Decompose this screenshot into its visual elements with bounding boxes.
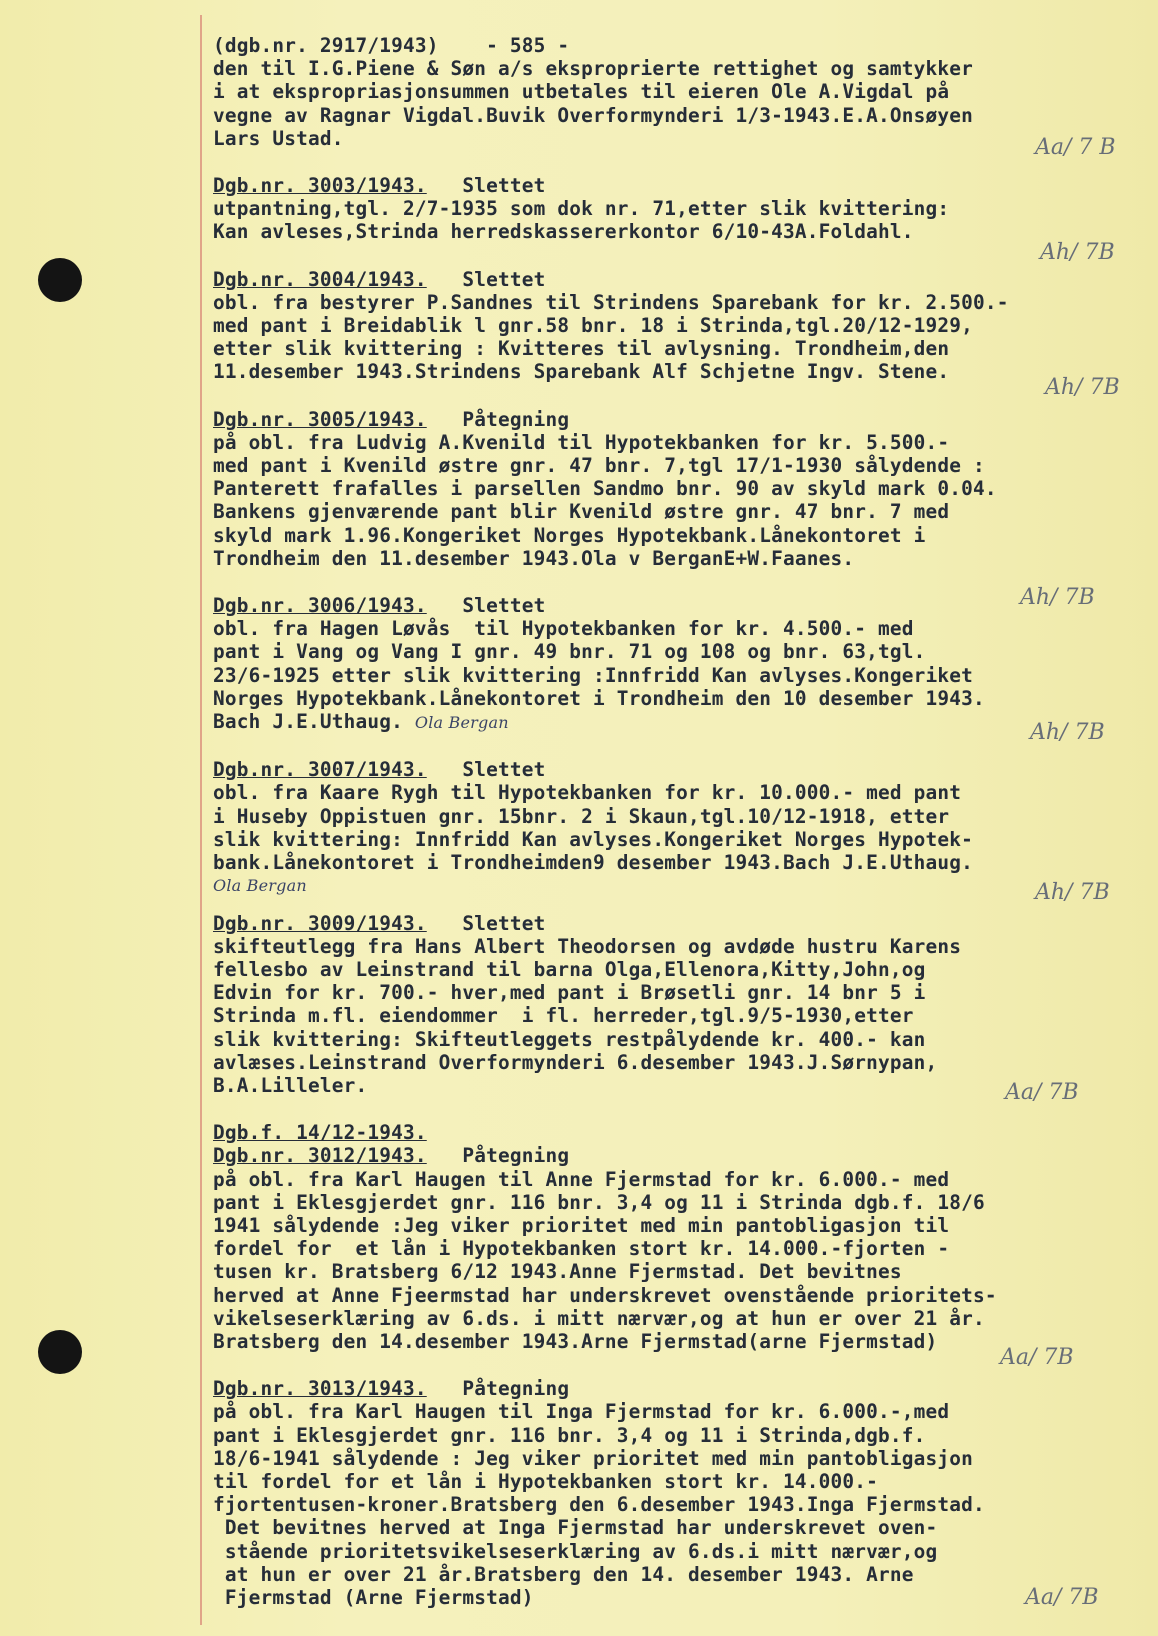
entry-3005: [213, 408, 1113, 570]
text-line: Bratsberg den 14.desember 1943.Arne Fjermstad(arne Fjermstad): [213, 1329, 938, 1353]
entry-status: Slettet: [462, 174, 546, 198]
text-line: avlæses.Leinstrand Overformynderi 6.desember 1943.J.Sørnypan,: [213, 1050, 938, 1074]
text-line: 1941 sålydende :Jeg viker prioritet med min pantobligasjon til: [213, 1213, 950, 1237]
entry-3006: [213, 594, 1113, 734]
text-line: Fjermstad (Arne Fjermstad): [213, 1585, 534, 1609]
text-line: obl. fra Kaare Rygh til Hypotekbanken for kr. 10.000.- med pant: [213, 781, 962, 805]
text-line: Kan avleses,Strinda herredskassererkontor 6/10-43A.Foldahl.: [213, 220, 914, 244]
text-line: 11.desember 1943.Strindens Sparebank Alf Schjetne Ingv. Stene.: [213, 360, 950, 384]
text-line: 18/6-1941 sålydende : Jeg viker prioritet med min pantobligasjon: [213, 1446, 973, 1470]
text-line: Bankens gjenværende pant blir Kvenild østre gnr. 47 bnr. 7 med: [213, 500, 950, 524]
entry-3012: [213, 1121, 1113, 1353]
document-text: [213, 34, 1113, 1609]
text-line: tusen kr. Bratsberg 6/12 1943.Anne Fjermstad. Det bevitnes: [213, 1260, 902, 1284]
header-entry: [213, 34, 1113, 150]
entry-3007: [213, 758, 1113, 897]
text-line: med pant i Kvenild østre gnr. 47 bnr. 7,tgl 17/1-1930 sålydende :: [213, 454, 985, 478]
text-line: B.A.Lilleler.: [213, 1073, 368, 1097]
initials-mark: Aa/ 7B: [1005, 1080, 1079, 1105]
page-number: - 585 -: [486, 34, 570, 57]
text-line: på obl. fra Ludvig A.Kvenild til Hypotekbanken for kr. 5.500.-: [213, 430, 950, 454]
text-line: den til I.G.Piene & Søn a/s eksproprierte rettighet og samtykker: [213, 57, 973, 81]
handwritten-signature: Ola Bergan: [213, 876, 307, 896]
text-line: Norges Hypotekbank.Lånekontoret i Trondheim den 10 desember 1943.: [213, 686, 985, 710]
initials-mark: Aa/ 7B: [1025, 1585, 1099, 1610]
entry-3004: [213, 268, 1113, 384]
entry-status: Påtegning: [462, 1144, 570, 1168]
entry-3003: [213, 174, 1113, 244]
text-line: skyld mark 1.96.Kongeriket Norges Hypotekbank.Lånekontoret i: [213, 523, 926, 547]
text-line: slik kvittering: Skifteutleggets restpålydende kr. 400.- kan: [213, 1027, 926, 1051]
entry-number: Dgb.nr. 3009/1943.: [213, 911, 427, 935]
text-line: vikelseserklæring av 6.ds. i mitt nærvær,og at hun er over 21 år.: [213, 1306, 985, 1330]
text-line: pant i Eklesgjerdet gnr. 116 bnr. 3,4 og 11 i Strinda,dgb.f.: [213, 1423, 926, 1447]
text-line: 23/6-1925 etter slik kvittering :Innfridd Kan avlyses.Kongeriket: [213, 663, 973, 687]
text-line: Det bevitnes herved at Inga Fjermstad har underskrevet oven-: [213, 1516, 938, 1540]
initials-mark: Aa/ 7 B: [1035, 135, 1116, 160]
initials-mark: Ah/ 7B: [1030, 720, 1105, 745]
text-line: slik kvittering: Innfridd Kan avlyses.Kongeriket Norges Hypotek-: [213, 827, 973, 851]
text-line: at hun er over 21 år.Bratsberg den 14. desember 1943. Arne: [213, 1562, 914, 1586]
text-line: fjortentusen-kroner.Bratsberg den 6.desember 1943.Inga Fjermstad.: [213, 1493, 985, 1517]
text-line: pant i Eklesgjerdet gnr. 116 bnr. 3,4 og 11 i Strinda dgb.f. 18/6: [213, 1190, 985, 1214]
text-line: obl. fra bestyrer P.Sandnes til Strindens Sparebank for kr. 2.500.-: [213, 290, 1009, 314]
text-line: Trondheim den 11.desember 1943.Ola v BerganE+W.Faanes.: [213, 546, 855, 570]
entry-status: Slettet: [462, 267, 546, 291]
header-ref: (dgb.nr. 2917/1943): [213, 34, 439, 57]
punch-hole: [38, 258, 82, 302]
entry-status: Slettet: [462, 911, 546, 935]
text-line: Strinda m.fl. eiendommer i fl. herreder,tgl.9/5-1930,etter: [213, 1004, 914, 1028]
initials-mark: Aa/ 7B: [1000, 1345, 1074, 1370]
text-line: etter slik kvittering : Kvitteres til avlysning. Trondheim,den: [213, 337, 950, 361]
initials-mark: Ah/ 7B: [1045, 375, 1120, 400]
text-line: i at ekspropriasjonsummen utbetales til eieren Ole A.Vigdal på: [213, 80, 950, 104]
text-line: fellesbo av Leinstrand til barna Olga,Ellenora,Kitty,John,og: [213, 957, 926, 981]
text-line: vegne av Ragnar Vigdal.Buvik Overformynderi 1/3-1943.E.A.Onsøyen: [213, 103, 973, 127]
text-line: stående prioritetsvikelseserklæring av 6.ds.i mitt nærvær,og: [213, 1539, 938, 1563]
text-line: med pant i Breidablik l gnr.58 bnr. 18 i Strinda,tgl.20/12-1929,: [213, 314, 973, 338]
text-line: fordel for et lån i Hypotekbanken stort kr. 14.000.-fjorten -: [213, 1237, 950, 1261]
text-line: Lars Ustad.: [213, 126, 344, 150]
entry-number: Dgb.nr. 3003/1943.: [213, 174, 427, 198]
text-line: skifteutlegg fra Hans Albert Theodorsen og avdøde hustru Karens: [213, 934, 962, 958]
entry-number: Dgb.nr. 3007/1943.: [213, 758, 427, 782]
text-line: på obl. fra Karl Haugen til Anne Fjermstad for kr. 6.000.- med: [213, 1167, 950, 1191]
entry-status: Slettet: [462, 758, 546, 782]
entry-number: Dgb.nr. 3005/1943.: [213, 407, 427, 431]
text-line: på obl. fra Karl Haugen til Inga Fjermstad for kr. 6.000.-,med: [213, 1400, 950, 1424]
entry-date: Dgb.f. 14/12-1943.: [213, 1121, 427, 1145]
text-line: obl. fra Hagen Løvås til Hypotekbanken for kr. 4.500.- med: [213, 617, 914, 641]
entry-number: Dgb.nr. 3013/1943.: [213, 1377, 427, 1401]
entry-3009: [213, 912, 1113, 1098]
entry-number: Dgb.nr. 3006/1943.: [213, 594, 427, 618]
punch-hole: [38, 1330, 82, 1374]
text-line: pant i Vang og Vang I gnr. 49 bnr. 71 og 108 og bnr. 63,tgl.: [213, 640, 926, 664]
text-line: herved at Anne Fjeermstad har underskrevet ovenstående prioritets-: [213, 1283, 997, 1307]
handwritten-signature: Ola Bergan: [414, 713, 509, 733]
entry-number: Dgb.nr. 3004/1943.: [213, 267, 427, 291]
initials-mark: Ah/ 7B: [1035, 880, 1110, 905]
entry-number: Dgb.nr. 3012/1943.: [213, 1144, 427, 1168]
entry-status: Påtegning: [462, 407, 570, 431]
text-line: i Huseby Oppistuen gnr. 15bnr. 2 i Skaun,tgl.10/12-1918, etter: [213, 804, 950, 828]
entry-status: Slettet: [462, 594, 546, 618]
text-line: Panterett frafalles i parsellen Sandmo bnr. 90 av skyld mark 0.04.: [213, 477, 997, 501]
initials-mark: Ah/ 7B: [1040, 240, 1115, 265]
entry-3013: [213, 1377, 1113, 1609]
margin-line: [200, 15, 202, 1625]
text-line: bank.Lånekontoret i Trondheimden9 desember 1943.Bach J.E.Uthaug.: [213, 851, 973, 875]
initials-mark: Ah/ 7B: [1020, 585, 1095, 610]
text-line: til fordel for et lån i Hypotekbanken stort kr. 14.000.-: [213, 1469, 878, 1493]
entry-status: Påtegning: [462, 1377, 570, 1401]
text-line: utpantning,tgl. 2/7-1935 som dok nr. 71,etter slik kvittering:: [213, 197, 950, 221]
text-line: Bach J.E.Uthaug.: [213, 710, 403, 734]
text-line: Edvin for kr. 700.- hver,med pant i Brøsetli gnr. 14 bnr 5 i: [213, 981, 926, 1005]
